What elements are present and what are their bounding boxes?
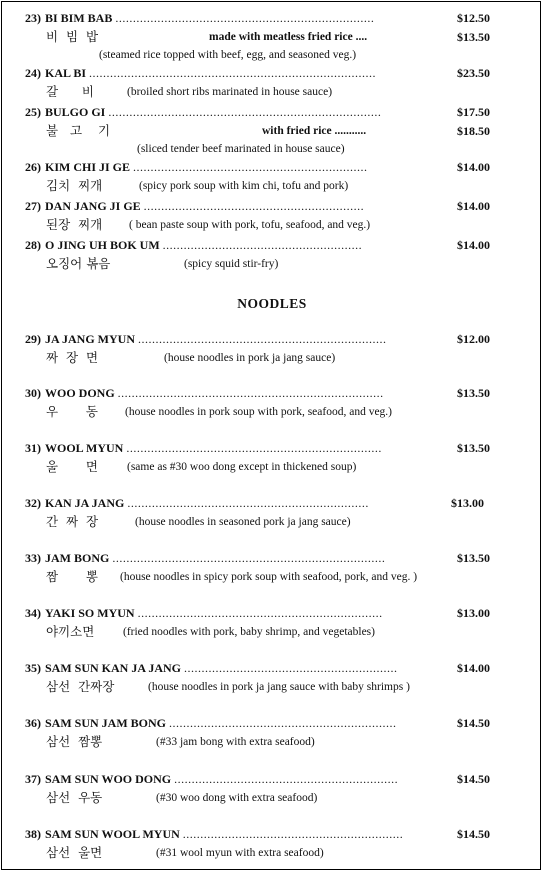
variant-price: $18.50 xyxy=(457,124,490,138)
korean-name: 간 짜 장 xyxy=(46,514,99,529)
item-price: $14.00 xyxy=(457,199,490,213)
item-number: 28) xyxy=(25,238,41,252)
menu-item-sam-sun-woo-dong: 37) SAM SUN WOO DONG ................................................................ $14.50 삼선 우동 (#30 woo dong with extra seafood) xyxy=(2,772,542,816)
item-price: $12.50 xyxy=(457,11,490,25)
item-description: (house noodles in pork ja jang sauce) xyxy=(164,352,336,364)
item-description: (fried noodles with pork, baby shrimp, and vegetables) xyxy=(123,626,375,638)
menu-item-kim-chi-ji-ge: 26) KIM CHI JI GE ................................................................... $14.00 김치 찌개 (spicy pork soup with kim chi, tofu and pork) xyxy=(2,160,542,204)
variant-label: with fried rice ........... xyxy=(262,125,367,137)
item-price: $17.50 xyxy=(457,105,490,119)
item-description: (house noodles in seasoned pork ja jang sauce) xyxy=(135,516,351,528)
item-description: (#31 wool myun with extra seafood) xyxy=(156,847,324,859)
item-name: JAM BONG xyxy=(45,551,110,565)
item-description: (same as #30 woo dong except in thickened soup) xyxy=(127,461,357,473)
item-name: O JING UH BOK UM xyxy=(45,238,160,252)
item-price: $14.00 xyxy=(457,661,490,675)
item-description: (sliced tender beef marinated in house sauce) xyxy=(137,143,345,155)
menu-item-woo-dong: 30) WOO DONG ............................................................................ $13.50 우 동 (house noodles in pork soup with pork, seafood, and veg.) xyxy=(2,386,542,430)
item-description: ( bean paste soup with pork, tofu, seafood, and veg.) xyxy=(129,219,371,231)
korean-name: 짬 뽕 xyxy=(46,569,98,584)
korean-name: 갈 비 xyxy=(46,84,94,99)
item-name: KAL BI xyxy=(45,66,87,80)
item-price: $14.50 xyxy=(457,716,490,730)
menu-item-kal-bi: 24) KAL BI .................................................................................. $23.50 갈 비 (broiled short ribs marinated in house sauce) xyxy=(2,66,542,110)
item-price: $14.00 xyxy=(457,160,490,174)
item-number: 32) xyxy=(25,496,41,510)
item-price: $12.00 xyxy=(457,332,490,346)
item-description: (broiled short ribs marinated in house sauce) xyxy=(127,86,333,98)
menu-item-ja-jang-myun: 29) JA JANG MYUN ....................................................................... $12.00 짜 장 면 (house noodles in pork ja jang sauce) xyxy=(2,332,542,376)
item-description: (house noodles in pork soup with pork, seafood, and veg.) xyxy=(125,406,393,418)
menu-item-sam-sun-kan-ja-jang: 35) SAM SUN KAN JA JANG ............................................................. $14.00 삼선 간짜장 (house noodles in pork ja jang sauce with baby shrimps ) xyxy=(2,661,542,705)
item-name: JA JANG MYUN xyxy=(45,332,135,346)
item-price: $13.50 xyxy=(457,441,490,455)
item-number: 29) xyxy=(25,332,41,346)
item-name: KIM CHI JI GE xyxy=(45,160,131,174)
menu-item-sam-sun-wool-myun: 38) SAM SUN WOOL MYUN ............................................................... $14.50 삼선 울면 (#31 wool myun with extra seafood) xyxy=(2,827,542,871)
item-description: (steamed rice topped with beef, egg, and seasoned veg.) xyxy=(99,49,357,61)
menu-page xyxy=(1,1,541,870)
item-price: $13.00 xyxy=(451,496,484,510)
item-number: 35) xyxy=(25,661,41,675)
korean-name: 삼선 간짜장 xyxy=(46,679,115,694)
item-number: 27) xyxy=(25,199,41,213)
korean-name: 된장 찌개 xyxy=(46,217,103,232)
korean-name: 야끼소면 xyxy=(46,624,95,639)
menu-item-o-jing-uh-bok-um: 28) O JING UH BOK UM ......................................................... $14.00 오징어 볶음 (spicy squid stir-fry) xyxy=(2,238,542,282)
menu-item-dan-jang-ji-ge: 27) DAN JANG JI GE ............................................................... $14.00 된장 찌개 ( bean paste soup with pork, tofu, seafood, and veg.) xyxy=(2,199,542,243)
korean-name: 짜 장 면 xyxy=(46,350,99,365)
menu-item-sam-sun-jam-bong: 36) SAM SUN JAM BONG ................................................................. $14.50 삼선 짬뽕 (#33 jam bong with extra seafood) xyxy=(2,716,542,760)
item-number: 31) xyxy=(25,441,41,455)
item-number: 37) xyxy=(25,772,41,786)
item-number: 26) xyxy=(25,160,41,174)
item-description: (spicy pork soup with kim chi, tofu and pork) xyxy=(139,180,349,192)
item-name: KAN JA JANG xyxy=(45,496,125,510)
item-price: $14.00 xyxy=(457,238,490,252)
item-number: 30) xyxy=(25,386,41,400)
item-price: $13.50 xyxy=(457,386,490,400)
item-number: 33) xyxy=(25,551,41,565)
item-price: $13.50 xyxy=(457,551,490,565)
korean-name: 울 면 xyxy=(46,459,98,474)
item-price: $14.50 xyxy=(457,827,490,841)
item-number: 34) xyxy=(25,606,41,620)
korean-name: 삼선 우동 xyxy=(46,790,103,805)
item-name: SAM SUN WOO DONG xyxy=(45,772,172,786)
korean-name: 우 동 xyxy=(46,404,98,419)
item-price: $13.00 xyxy=(457,606,490,620)
item-name: WOOL MYUN xyxy=(45,441,124,455)
item-name: WOO DONG xyxy=(45,386,115,400)
korean-name: 불 고 기 xyxy=(46,123,111,138)
item-name: BI BIM BAB xyxy=(45,11,113,25)
item-name: SAM SUN KAN JA JANG xyxy=(45,661,182,675)
item-description: (#30 woo dong with extra seafood) xyxy=(156,792,318,804)
item-name: BULGO GI xyxy=(45,105,106,119)
item-price: $23.50 xyxy=(457,66,490,80)
menu-item-bi-bim-bab: 23) BI BIM BAB .......................................................................... $12.50 비 빔 밥 made with meatless fried rice .... $13.50 (steamed rice topped with beef, egg, and seasoned veg.) xyxy=(2,11,542,55)
korean-name: 오징어 볶음 xyxy=(46,256,111,271)
korean-name: 삼선 울면 xyxy=(46,845,103,860)
item-name: SAM SUN JAM BONG xyxy=(45,716,167,730)
item-price: $14.50 xyxy=(457,772,490,786)
item-number: 23) xyxy=(25,11,41,25)
item-number: 25) xyxy=(25,105,41,119)
item-description: (house noodles in spicy pork soup with seafood, pork, and veg. ) xyxy=(120,571,418,583)
item-name: SAM SUN WOOL MYUN xyxy=(45,827,180,841)
menu-item-jam-bong: 33) JAM BONG .............................................................................. $13.50 짬 뽕 (house noodles in spicy pork soup with seafood, pork, and veg. ) xyxy=(2,551,542,595)
item-number: 38) xyxy=(25,827,41,841)
item-number: 24) xyxy=(25,66,41,80)
korean-name: 비 빔 밥 xyxy=(46,29,99,44)
item-name: YAKI SO MYUN xyxy=(45,606,135,620)
variant-price: $13.50 xyxy=(457,30,490,44)
menu-item-wool-myun: 31) WOOL MYUN ......................................................................... $13.50 울 면 (same as #30 woo dong except in thickened soup) xyxy=(2,441,542,485)
korean-name: 삼선 짬뽕 xyxy=(46,734,103,749)
item-number: 36) xyxy=(25,716,41,730)
section-title-noodles: NOODLES xyxy=(237,296,307,311)
menu-item-bulgo-gi: 25) BULGO GI .............................................................................. $17.50 불 고 기 with fried rice ........... $18.50 (sliced tender beef marinated in house sauce) xyxy=(2,105,542,149)
menu-item-kan-ja-jang: 32) KAN JA JANG ..................................................................... $13.00 간 짜 장 (house noodles in seasoned pork ja jang sauce) xyxy=(2,496,542,540)
item-description: (house noodles in pork ja jang sauce with baby shrimps ) xyxy=(148,681,410,693)
korean-name: 김치 찌개 xyxy=(46,178,103,193)
item-description: (#33 jam bong with extra seafood) xyxy=(156,736,315,748)
variant-label: made with meatless fried rice .... xyxy=(209,31,368,43)
item-description: (spicy squid stir-fry) xyxy=(184,258,279,270)
item-name: DAN JANG JI GE xyxy=(45,199,141,213)
menu-item-yaki-so-myun: 34) YAKI SO MYUN ...................................................................... $13.00 야끼소면 (fried noodles with pork, baby shrimp, and vegetables) xyxy=(2,606,542,650)
